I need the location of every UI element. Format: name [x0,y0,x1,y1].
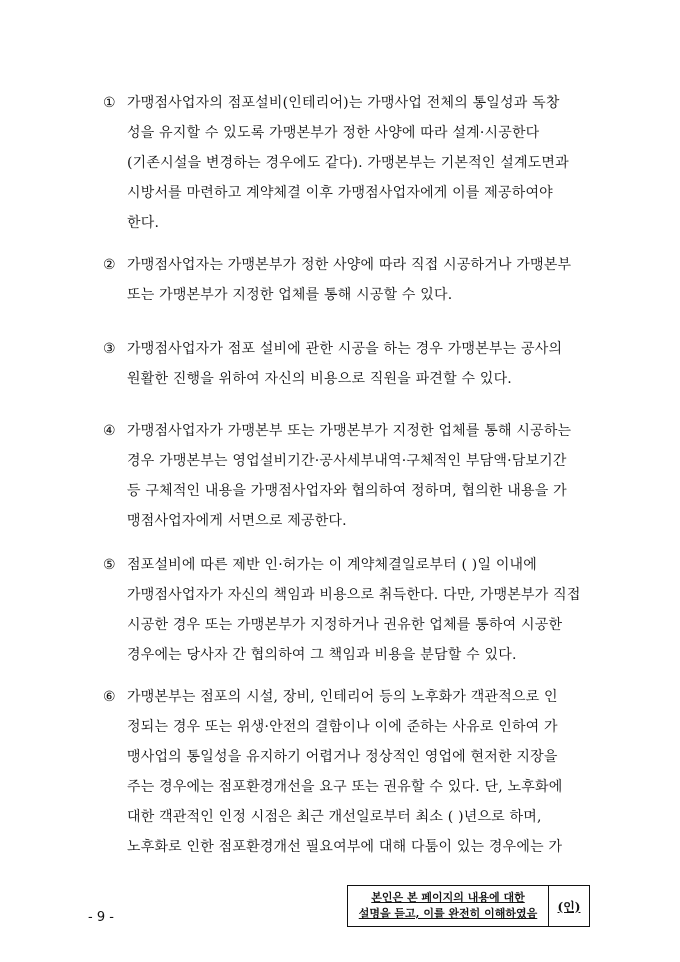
clause-number: ⑥ [103,689,116,705]
clause-number: ④ [103,423,116,439]
confirmation-statement [348,886,549,926]
confirmation-line-2: 설명을 듣고, 이를 완전히 이해하였음 [358,907,538,920]
clause-line: 등 구체적인 내용을 가맹점사업자와 협의하여 정하며, 협의한 내용을 가 [127,483,567,499]
clause-line: 한다. [127,215,160,231]
seal-label: (인) [557,899,581,914]
page-number: - 9 - [88,910,114,925]
clause-line: 시방서를 마련하고 계약체결 이후 가맹점사업자에게 이를 제공하여야 [127,185,553,201]
clause-2 [103,250,593,310]
clause-line: 경우에는 당사자 간 협의하여 그 책임과 비용을 분담할 수 있다. [127,647,517,663]
clause-line: 성을 유지할 수 있도록 가맹본부가 정한 사양에 따라 설계·시공한다 [127,125,540,141]
clause-line: 가맹점사업자의 점포설비(인테리어)는 가맹사업 전체의 통일성과 독창 [127,95,560,111]
clause-line: 시공한 경우 또는 가맹본부가 지정하거나 권유한 업체를 통하여 시공한 [127,617,563,633]
clause-line: 정되는 경우 또는 위생·안전의 결함이나 이에 준하는 사유로 인하여 가 [127,719,558,735]
clause-line: 주는 경우에는 점포환경개선을 요구 또는 권유할 수 있다. 단, 노후화에 [127,779,563,795]
clause-line: 대한 객관적인 인정 시점은 최근 개선일로부터 최소 ( )년으로 하며, [127,809,542,825]
clause-4 [103,416,593,536]
clause-line: 가맹점사업자가 자신의 책임과 비용으로 취득한다. 다만, 가맹본부가 직접 [127,587,581,603]
clause-line: 점포설비에 따른 제반 인·허가는 이 계약체결일로부터 ( )일 이내에 [127,557,537,573]
clause-line: 원활한 진행을 위하여 자신의 비용으로 직원을 파견할 수 있다. [127,371,512,387]
clause-line: 가맹본부는 점포의 시설, 장비, 인테리어 등의 노후화가 객관적으로 인 [127,689,558,705]
clause-3 [103,334,593,394]
confirmation-box [347,885,590,927]
clause-line: 가맹점사업자가 점포 설비에 관한 시공을 하는 경우 가맹본부는 공사의 [127,341,563,357]
clause-line: (기존시설을 변경하는 경우에도 같다). 가맹본부는 기본적인 설계도면과 [127,155,569,171]
clause-line: 노후화로 인한 점포환경개선 필요여부에 대해 다툼이 있는 경우에는 가 [127,839,563,855]
confirmation-line-1: 본인은 본 페이지의 내용에 대한 [371,891,525,904]
clause-1 [103,88,593,238]
clause-line: 맹점사업자에게 서면으로 제공한다. [127,513,347,529]
seal-field[interactable] [549,886,589,926]
clause-line: 가맹점사업자는 가맹본부가 정한 사양에 따라 직접 시공하거나 가맹본부 [127,257,572,273]
clause-number: ③ [103,341,116,357]
clause-line: 맹사업의 통일성을 유지하기 어렵거나 정상적인 영업에 현저한 지장을 [127,749,558,765]
clause-line: 또는 가맹본부가 지정한 업체를 통해 시공할 수 있다. [127,287,453,303]
clause-line: 가맹점사업자가 가맹본부 또는 가맹본부가 지정한 업체를 통해 시공하는 [127,423,572,439]
clause-6 [103,682,593,862]
clause-number: ⑤ [103,557,116,573]
clause-5 [103,550,593,670]
clause-number: ② [103,257,116,273]
clause-number: ① [103,95,116,111]
clause-line: 경우 가맹본부는 영업설비기간·공사세부내역·구체적인 부담액·담보기간 [127,453,567,469]
